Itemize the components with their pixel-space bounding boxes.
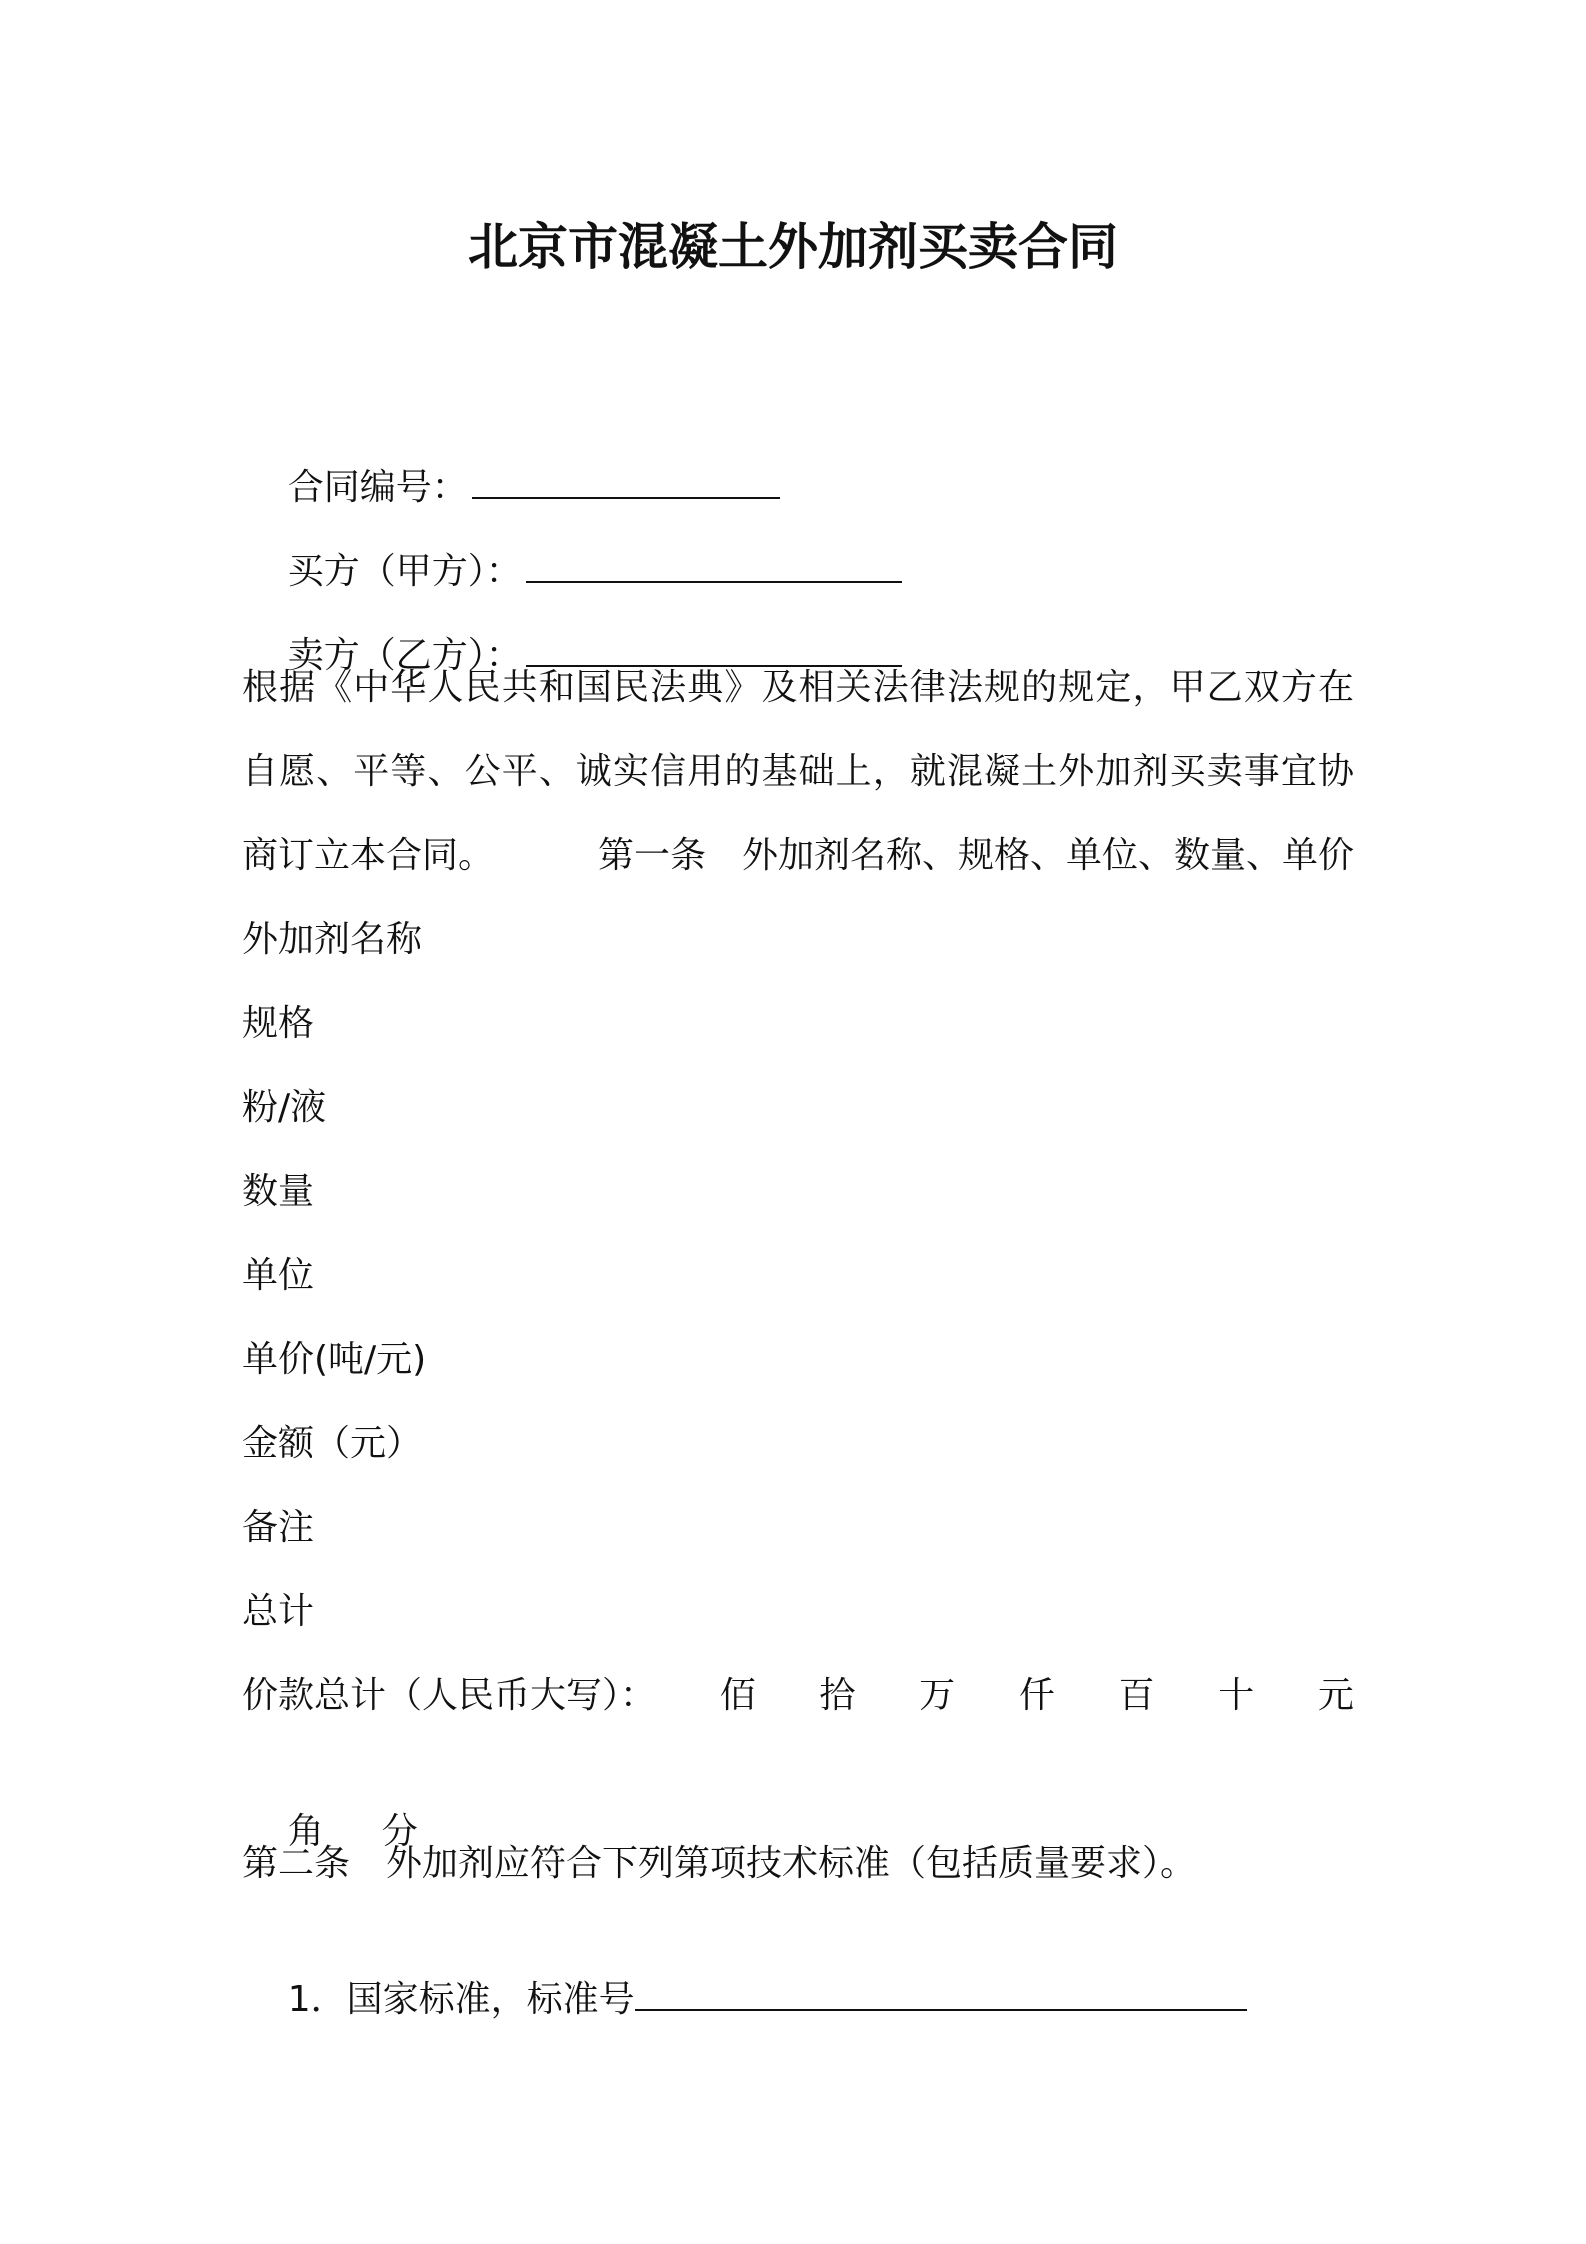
field-unit: 单位 [242,1255,315,1296]
field-additive-name: 外加剂名称 [242,919,423,960]
field-powder-liquid: 粉/液 [242,1087,327,1128]
unit-yuan: 元 [1317,1675,1354,1716]
seller-label: 卖方（乙方）： [287,635,522,676]
unit-bai: 佰 [719,1675,756,1716]
intro-line-2: 自愿、平等、公平、诚实信用的基础上，就混凝土外加剂买卖事宜协 [242,751,1354,792]
field-unit-price: 单价(吨/元) [242,1339,427,1380]
unit-shi: 拾 [819,1675,856,1716]
field-total: 总计 [242,1591,315,1632]
article-1-heading: 第一条 外加剂名称、规格、单位、数量、单价 [597,835,1354,876]
total-price-label: 价款总计（人民币大写）： [242,1675,657,1716]
field-quantity: 数量 [242,1171,315,1212]
intro-line-3 [242,830,1354,882]
document-title: 北京市混凝土外加剂买卖合同 [468,218,1118,276]
article-2-heading: 第二条 外加剂应符合下列第项技术标准（包括质量要求）。 [242,1843,1197,1884]
total-price-row [242,1670,1354,1722]
unit-jiao: 角 [287,1811,324,1852]
unit-fen: 分 [381,1811,418,1852]
unit-wan: 万 [919,1675,956,1716]
unit-bai-2: 百 [1118,1675,1155,1716]
unit-shi-2: 十 [1218,1675,1255,1716]
intro-line-3-start: 商订立本合同。 [242,835,495,876]
national-standard-label: 1．国家标准，标准号 [287,1979,635,2020]
unit-qian: 仟 [1018,1675,1055,1716]
national-standard-row [242,1922,1247,2078]
field-amount: 金额（元） [242,1423,423,1464]
contract-number-label: 合同编号： [287,467,468,508]
national-standard-blank[interactable] [635,1975,1247,2011]
field-specification: 规格 [242,1003,315,1044]
field-remarks: 备注 [242,1507,315,1548]
intro-line-1: 根据《中华人民共和国民法典》及相关法律法规的规定，甲乙双方在 [242,667,1354,708]
buyer-label: 买方（甲方）： [287,551,522,592]
